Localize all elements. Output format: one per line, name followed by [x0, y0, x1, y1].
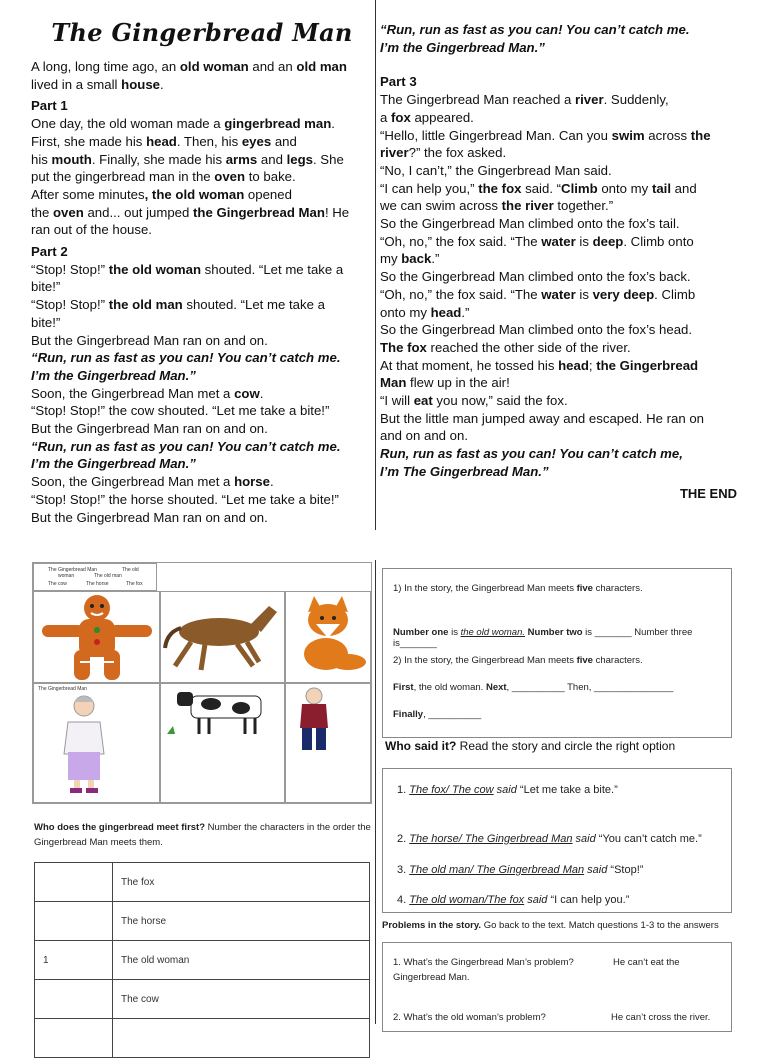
table-row: [35, 941, 370, 980]
who-said-option[interactable]: 4. The old woman/The fox said “I can help you.”: [397, 894, 630, 906]
part2-line: “Stop! Stop!” the cow shouted. “Let me take a bite!”: [31, 403, 330, 419]
tiny-label: The Gingerbread Man: [38, 686, 87, 692]
part2-line: “Stop! Stop!” the horse shouted. “Let me take a bite!”: [31, 491, 339, 507]
part3-heading: Part 3: [380, 74, 417, 90]
chant-line: Run, run as fast as you can! You can’t catch me,: [380, 446, 683, 462]
the-end-label: THE END: [679, 486, 737, 501]
chant-line: I’m the Gingerbread Man.”: [31, 367, 196, 383]
intro-paragraph: A long, long time ago, an old woman and an old man lived in a small house.: [31, 59, 347, 92]
part3-line: “Oh, no,” the fox said. “The water is deep. Climb onto: [380, 233, 694, 249]
chant-line: “Run, run as fast as you can! You can’t catch me.: [380, 22, 690, 37]
sequence-box: [382, 568, 732, 738]
character-cell: The fox: [113, 863, 370, 902]
part3-line: onto my head.”: [380, 304, 470, 320]
part1-line: his mouth. Finally, she made his arms and legs. She: [31, 151, 344, 167]
part2-line: “Stop! Stop!” the old man shouted. “Let me take a: [31, 297, 325, 313]
column-divider: [375, 0, 376, 530]
question-2: 2) In the story, the Gingerbread Man meets five characters.: [393, 655, 643, 666]
problem-answer[interactable]: He can’t eat the: [613, 957, 680, 968]
table-row: [35, 863, 370, 902]
part2-line: But the Gingerbread Man ran on and on.: [31, 509, 268, 525]
order-question: Who does the gingerbread meet first? Number the characters in the order the Gingerbread Man meets them.: [34, 822, 371, 848]
horse-icon: [161, 592, 285, 682]
who-said-option[interactable]: 3. The old man/ The Gingerbread Man said “Stop!”: [397, 864, 644, 876]
part2-line: But the Gingerbread Man ran on and on.: [31, 421, 268, 437]
part3-line: and on and on.: [380, 428, 468, 444]
part2-line: “Stop! Stop!” the old woman shouted. “Let me take a: [31, 261, 344, 277]
character-cell: The horse: [113, 902, 370, 941]
part3-line: “I will eat you now,” said the fox.: [380, 393, 568, 409]
part1-line: the oven and... out jumped the Gingerbread Man! He: [31, 204, 350, 220]
table-row: [35, 1019, 370, 1058]
part2-line: Soon, the Gingerbread Man met a horse.: [31, 474, 274, 490]
tiny-label: The horse: [86, 581, 109, 587]
horse-cell: [160, 591, 285, 683]
old-woman-cell: [33, 683, 160, 803]
part3-line: we can swim across the river together.”: [380, 198, 614, 214]
table-row: [35, 980, 370, 1019]
part3-line: But the little man jumped away and escaped. He ran on: [380, 410, 705, 426]
chant-line: I’m the Gingerbread Man.”: [380, 39, 545, 55]
tiny-label: The old: [122, 567, 139, 573]
part3-line: The Gingerbread Man reached a river. Suddenly,: [380, 92, 669, 108]
problem-question: Gingerbread Man.: [393, 972, 470, 983]
sequence-line[interactable]: First, the old woman. Next, __________ Then, _______________: [393, 682, 674, 693]
part2-line: Soon, the Gingerbread Man met a cow.: [31, 385, 264, 401]
cow-cell: [160, 683, 285, 803]
old-man-cell: [285, 683, 371, 803]
chant-line: “Run, run as fast as you can! You can’t catch me.: [31, 350, 341, 366]
tiny-label: The Gingerbread Man: [48, 567, 97, 573]
part2-heading: Part 2: [31, 244, 68, 260]
old-man-icon: [286, 686, 370, 756]
part1-line: After some minutes, the old woman opened: [31, 186, 292, 202]
part3-line: “No, I can’t,” the Gingerbread Man said.: [380, 162, 612, 178]
tiny-label: The cow: [48, 581, 67, 587]
question-1: 1) In the story, the Gingerbread Man meets five characters.: [393, 583, 643, 594]
part1-heading: Part 1: [31, 98, 68, 114]
number-line[interactable]: Number one is the old woman. Number two is _______ Number three is_______: [393, 627, 693, 649]
problem-answer[interactable]: He can’t cross the river.: [611, 1012, 711, 1023]
tiny-label: The old man: [94, 573, 122, 579]
who-said-box: [382, 768, 732, 913]
order-number-cell[interactable]: [35, 863, 113, 902]
tiny-label: The fox: [126, 581, 143, 587]
problems-box: [382, 942, 732, 1032]
part3-line: Man flew up in the air!: [380, 375, 510, 391]
part3-line: “Hello, little Gingerbread Man. Can you swim across the: [380, 127, 711, 143]
order-table: [34, 862, 370, 1058]
part3-line: “Oh, no,” the fox said. “The water is very deep. Climb: [380, 286, 696, 302]
part1-line: put the gingerbread man in the oven to bake.: [31, 169, 296, 185]
character-cell: The old woman: [113, 941, 370, 980]
part3-line: At that moment, he tossed his head; the Gingerbread: [380, 357, 699, 373]
story-column-right: [380, 21, 740, 481]
gingerbread-man-icon: [34, 592, 160, 682]
tiny-label: woman: [58, 573, 75, 579]
part3-line: “I can help you,” the fox said. “Climb onto my tail and: [380, 180, 697, 196]
part1-line: First, she made his head. Then, his eyes and: [31, 133, 297, 149]
chant-line: I’m the Gingerbread Man.”: [31, 456, 196, 472]
fox-cell: [285, 591, 371, 683]
problem-question: 2. What’s the old woman’s problem?: [393, 1012, 546, 1023]
table-row: [35, 902, 370, 941]
part3-line: my back.”: [380, 251, 440, 267]
part3-line: a fox appeared.: [380, 109, 474, 125]
order-number-cell[interactable]: 1: [35, 941, 113, 980]
part3-line: The fox reached the other side of the river.: [380, 339, 631, 355]
part3-line: So the Gingerbread Man climbed onto the fox’s tail.: [380, 216, 680, 232]
character-picture-grid: [32, 562, 372, 804]
story-title: The Gingerbread Man: [51, 18, 353, 47]
part1-line: ran out of the house.: [31, 222, 152, 238]
part3-line: So the Gingerbread Man climbed onto the fox’s head.: [380, 322, 693, 338]
finally-line[interactable]: Finally, __________: [393, 709, 482, 720]
part3-line: river?” the fox asked.: [380, 145, 507, 161]
grid-label-cell: [33, 563, 157, 591]
problems-heading: Problems in the story. Go back to the text. Match questions 1-3 to the answers: [382, 920, 719, 931]
who-said-option[interactable]: 2. The horse/ The Gingerbread Man said “You can’t catch me.”: [397, 833, 702, 845]
part2-line: bite!”: [31, 314, 61, 330]
fox-icon: [286, 592, 370, 682]
story-column-left: [31, 58, 371, 526]
old-woman-icon: [34, 692, 160, 802]
who-said-option[interactable]: 1. The fox/ The cow said “Let me take a bite.”: [397, 784, 618, 796]
part3-line: So the Gingerbread Man climbed onto the fox’s back.: [380, 269, 691, 285]
order-number-cell[interactable]: [35, 980, 113, 1019]
cow-icon: [161, 686, 285, 746]
order-number-cell[interactable]: [35, 902, 113, 941]
character-cell: The cow: [113, 980, 370, 1019]
part2-line: bite!”: [31, 279, 61, 295]
chant-line: I’m The Gingerbread Man.”: [380, 463, 549, 479]
column-divider: [375, 560, 376, 1024]
who-said-heading: Who said it? Read the story and circle the right option: [385, 739, 676, 753]
chant-line: “Run, run as fast as you can! You can’t catch me.: [31, 438, 341, 454]
part1-line: One day, the old woman made a gingerbread man.: [31, 116, 335, 132]
problem-question: 1. What’s the Gingerbread Man’s problem?: [393, 957, 574, 968]
part2-line: But the Gingerbread Man ran on and on.: [31, 332, 268, 348]
order-number-cell[interactable]: [35, 1019, 113, 1058]
character-cell: [113, 1019, 370, 1058]
gingerbread-cell: [33, 591, 160, 683]
